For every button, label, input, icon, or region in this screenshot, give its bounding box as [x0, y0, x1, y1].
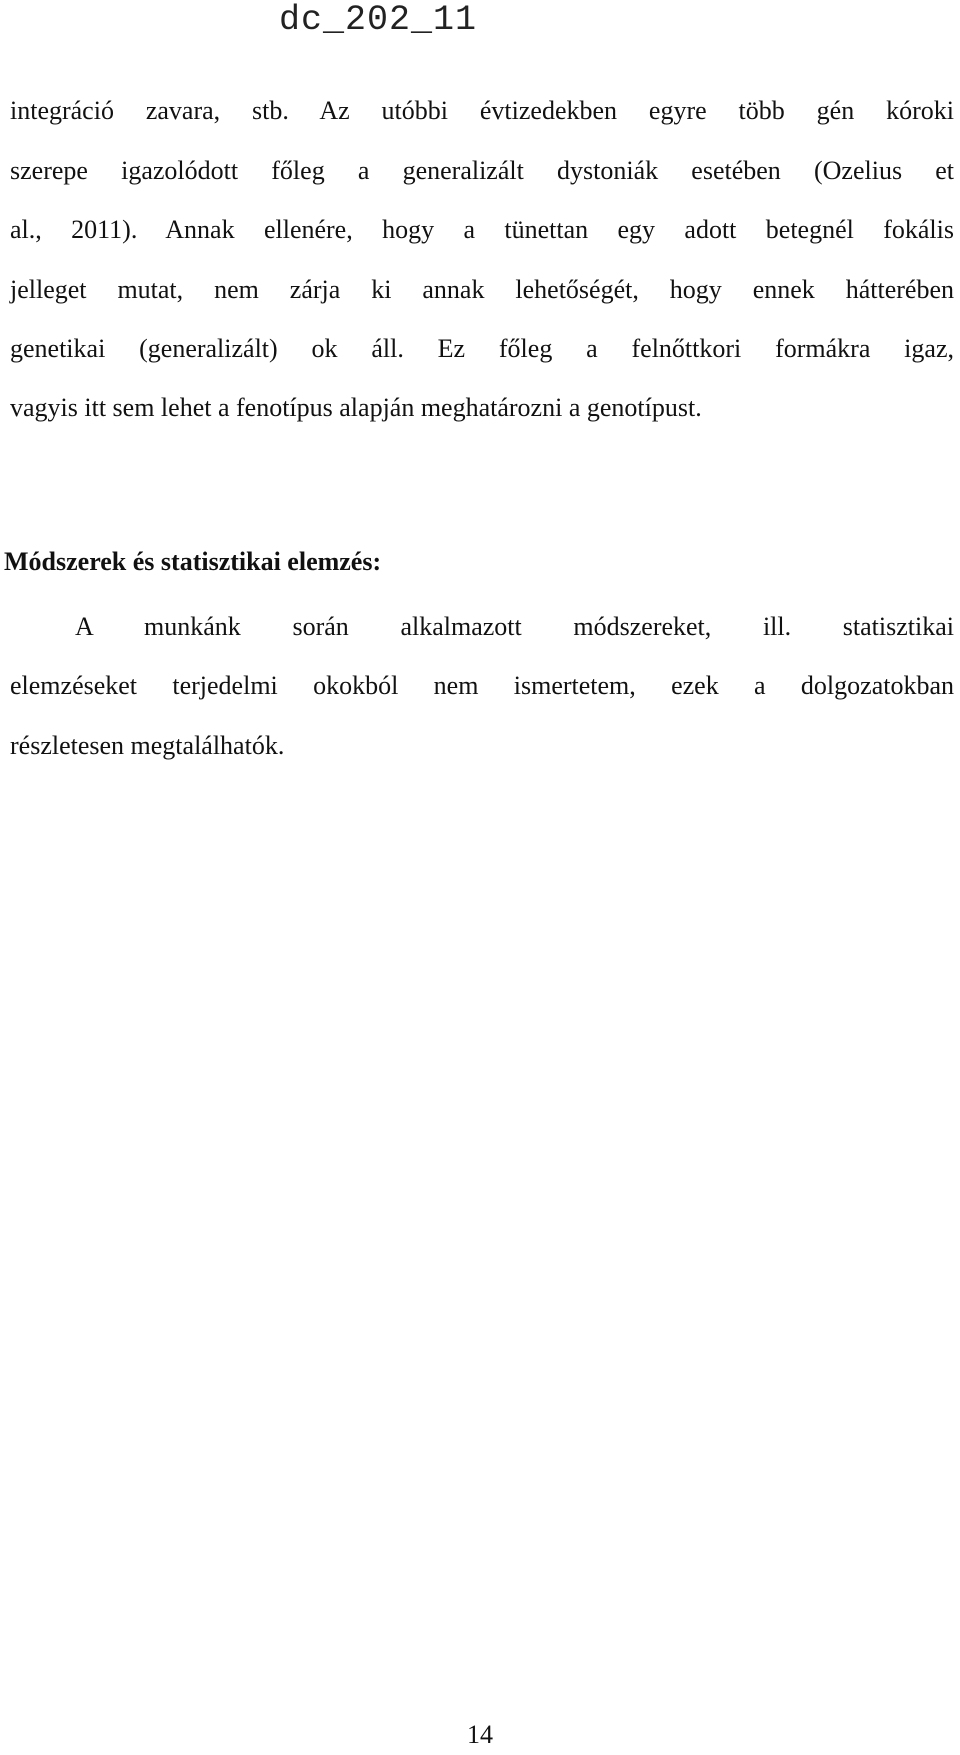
paragraph-line: integráció zavara, stb. Az utóbbi évtizedekben egyre több gén kóroki: [10, 96, 954, 125]
section-heading: Módszerek és statisztikai elemzés:: [4, 547, 382, 576]
paragraph-line: vagyis itt sem lehet a fenotípus alapján meghatározni a genotípust.: [10, 393, 702, 422]
paragraph-line: A munkánk során alkalmazott módszereket, ill. statisztikai: [75, 612, 954, 641]
paragraph-line: jelleget mutat, nem zárja ki annak lehetőségét, hogy ennek hátterében: [10, 275, 954, 304]
paragraph-line: elemzéseket terjedelmi okokból nem ismertetem, ezek a dolgozatokban: [10, 671, 954, 700]
paragraph-line: al., 2011). Annak ellenére, hogy a tünettan egy adott betegnél fokális: [10, 215, 954, 244]
paragraph-line: genetikai (generalizált) ok áll. Ez főleg a felnőttkori formákra igaz,: [10, 334, 954, 363]
document-header-code: dc_202_11: [279, 0, 478, 40]
page-number: 14: [467, 1720, 493, 1749]
paragraph-line: részletesen megtalálhatók.: [10, 731, 285, 760]
paragraph-line: szerepe igazolódott főleg a generalizált dystoniák esetében (Ozelius et: [10, 156, 954, 185]
